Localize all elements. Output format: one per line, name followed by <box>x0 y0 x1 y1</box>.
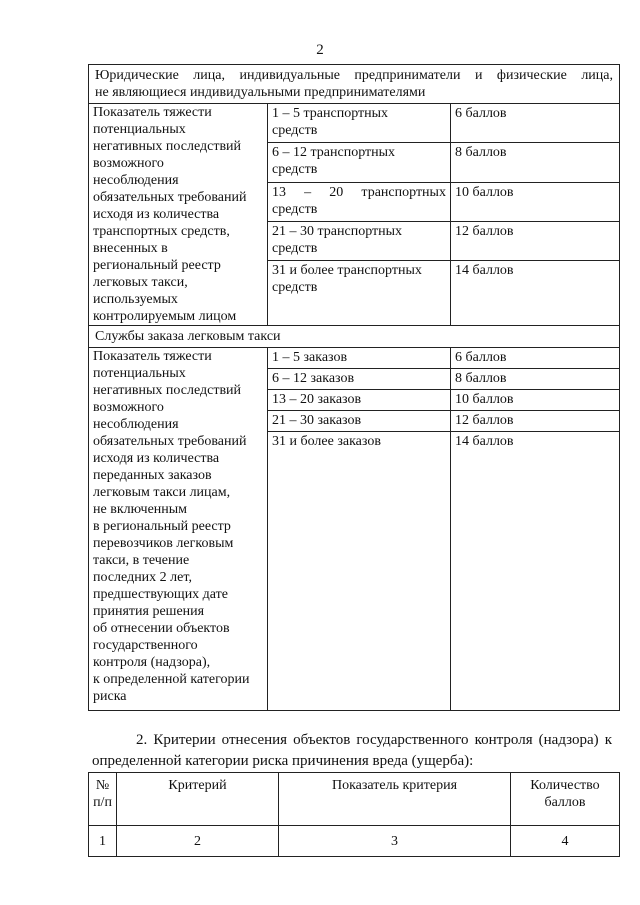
range-dash: – <box>304 184 312 200</box>
range-to: 20 <box>329 184 344 200</box>
range-unit-line2: средств <box>272 201 318 217</box>
range-cell: 31 и более заказов <box>268 432 451 711</box>
indicator-vehicles: Показатель тяжести потенциальных негативных последствий возможного несоблюдения обязательных требований исходя из количества транспортных средств, внесенных в региональный реестр легковых такси, используемых контролируемым лицом <box>89 104 268 326</box>
table-row <box>89 104 620 143</box>
range-cell: 6 – 12 заказов <box>268 369 451 390</box>
range-cell: 21 – 30 транспортных средств <box>268 221 451 260</box>
range-cell <box>268 182 451 221</box>
score-cell: 14 баллов <box>451 261 620 326</box>
criteria-paragraph: 2. Критерии отнесения объектов государственного контроля (надзора) к определенной категории риска причинения вреда (ущерба): <box>92 732 612 769</box>
column-number-3: 3 <box>279 826 511 857</box>
range-cell: 1 – 5 заказов <box>268 348 451 369</box>
criteria-table <box>88 772 620 857</box>
indicator-orders: Показатель тяжести потенциальных негативных последствий возможного несоблюдения обязательных требований исходя из количества переданных заказов легковым такси лицам, не включенным в региональный реестр перевозчиков легковым такси, в течение последних 2 лет, предшествующих дате принятия решения об отнесении объектов государственного контроля (надзора), к определенной категории риска <box>89 348 268 711</box>
section-header-taxi-services: Службы заказа легковым такси <box>89 326 620 348</box>
section-header-legal-entities <box>89 65 620 104</box>
section-title-line2: не являющиеся индивидуальными предпринимателями <box>95 85 426 100</box>
score-cell: 8 баллов <box>451 143 620 182</box>
table-header-row <box>89 773 620 826</box>
range-cell: 13 – 20 заказов <box>268 390 451 411</box>
range-from: 13 <box>272 184 286 200</box>
range-cell: 21 – 30 заказов <box>268 411 451 432</box>
range-unit: транспортных <box>361 184 446 200</box>
table-row <box>89 348 620 369</box>
header-criterion: Критерий <box>117 773 279 826</box>
score-cell: 6 баллов <box>451 104 620 143</box>
risk-indicators-table <box>88 64 620 711</box>
range-cell: 1 – 5 транспортных средств <box>268 104 451 143</box>
score-cell: 14 баллов <box>451 432 620 711</box>
column-number-2: 2 <box>117 826 279 857</box>
column-number-4: 4 <box>511 826 620 857</box>
page-number: 2 <box>316 42 324 58</box>
score-cell: 10 баллов <box>451 390 620 411</box>
header-number: № п/п <box>89 773 117 826</box>
range-cell: 6 – 12 транспортных средств <box>268 143 451 182</box>
score-cell: 12 баллов <box>451 221 620 260</box>
section-title-line1: Юридические лица, индивидуальные предприниматели и физические лица, <box>95 68 614 83</box>
score-cell: 6 баллов <box>451 348 620 369</box>
score-cell: 10 баллов <box>451 182 620 221</box>
score-cell: 8 баллов <box>451 369 620 390</box>
score-cell: 12 баллов <box>451 411 620 432</box>
table-row <box>89 826 620 857</box>
column-number-1: 1 <box>89 826 117 857</box>
range-cell: 31 и более транспортных средств <box>268 261 451 326</box>
header-indicator: Показатель критерия <box>279 773 511 826</box>
header-score: Количество баллов <box>511 773 620 826</box>
